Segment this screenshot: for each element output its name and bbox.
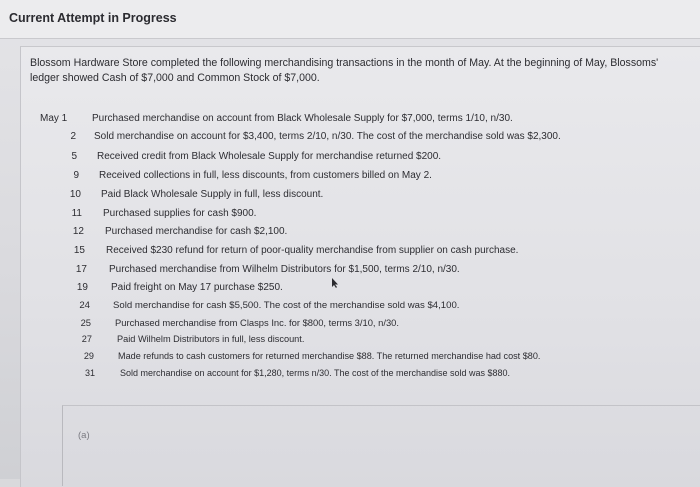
problem-intro: Blossom Hardware Store completed the following merchandising transactions in the month of May. At the beginning of May, Blossoms' ledger showed Cash of $7,000 and Common Stock of $7,000.: [30, 57, 659, 84]
transaction-date: 10: [69, 189, 81, 200]
transaction-text: Purchased supplies for cash $900.: [103, 208, 257, 219]
transaction-text: Sold merchandise on account for $3,400, terms 2/10, n/30. The cost of the merchandise sold was $2,300.: [94, 131, 561, 142]
transaction-date: 25: [80, 317, 91, 328]
transaction-date: 2: [70, 131, 76, 142]
transaction-date: May 1: [40, 113, 68, 124]
transaction-text: Received collections in full, less discounts, from customers billed on May 2.: [99, 170, 432, 181]
transaction-text: Paid Black Wholesale Supply in full, less discount.: [101, 189, 324, 200]
transaction-date: 19: [76, 282, 88, 293]
page-title: Current Attempt in Progress: [9, 11, 177, 25]
transaction-text: Paid freight on May 17 purchase $250.: [111, 282, 283, 293]
transaction-text: Made refunds to cash customers for returned merchandise $88. The returned merchandise had cost $80.: [118, 351, 541, 361]
transaction-text: Received $230 refund for return of poor-quality merchandise from supplier on cash purchase.: [106, 245, 519, 256]
transaction-date: 9: [73, 170, 79, 181]
transaction-date: 11: [71, 208, 82, 219]
transaction-date: 31: [84, 368, 95, 378]
answer-area[interactable]: [62, 405, 700, 486]
transaction-date: 29: [83, 351, 94, 361]
transaction-text: Purchased merchandise on account from Black Wholesale Supply for $7,000, terms 1/10, n/30.: [92, 113, 513, 124]
transaction-text: Sold merchandise for cash $5,500. The cost of the merchandise sold was $4,100.: [113, 300, 460, 311]
transaction-text: Received credit from Black Wholesale Supply for merchandise returned $200.: [97, 151, 442, 162]
transaction-date: 17: [75, 264, 87, 275]
mouse-cursor-icon: [331, 278, 339, 288]
transaction-text: Purchased merchandise from Clasps Inc. for $800, terms 3/10, n/30.: [115, 317, 399, 328]
transaction-text: Paid Wilhelm Distributors in full, less discount.: [117, 334, 305, 344]
transaction-date: 5: [71, 151, 77, 162]
transaction-text: Purchased merchandise for cash $2,100.: [105, 226, 288, 237]
part-label: (a): [78, 430, 90, 441]
header-bar: [0, 0, 700, 39]
transaction-date: 12: [72, 226, 84, 237]
transaction-date: 27: [81, 334, 92, 344]
transaction-date: 15: [73, 245, 85, 256]
transaction-date: 24: [79, 300, 90, 311]
transaction-text: Purchased merchandise from Wilhelm Distributors for $1,500, terms 2/10, n/30.: [109, 264, 460, 275]
transaction-text: Sold merchandise on account for $1,280, terms n/30. The cost of the merchandise sold was $880.: [120, 368, 511, 378]
